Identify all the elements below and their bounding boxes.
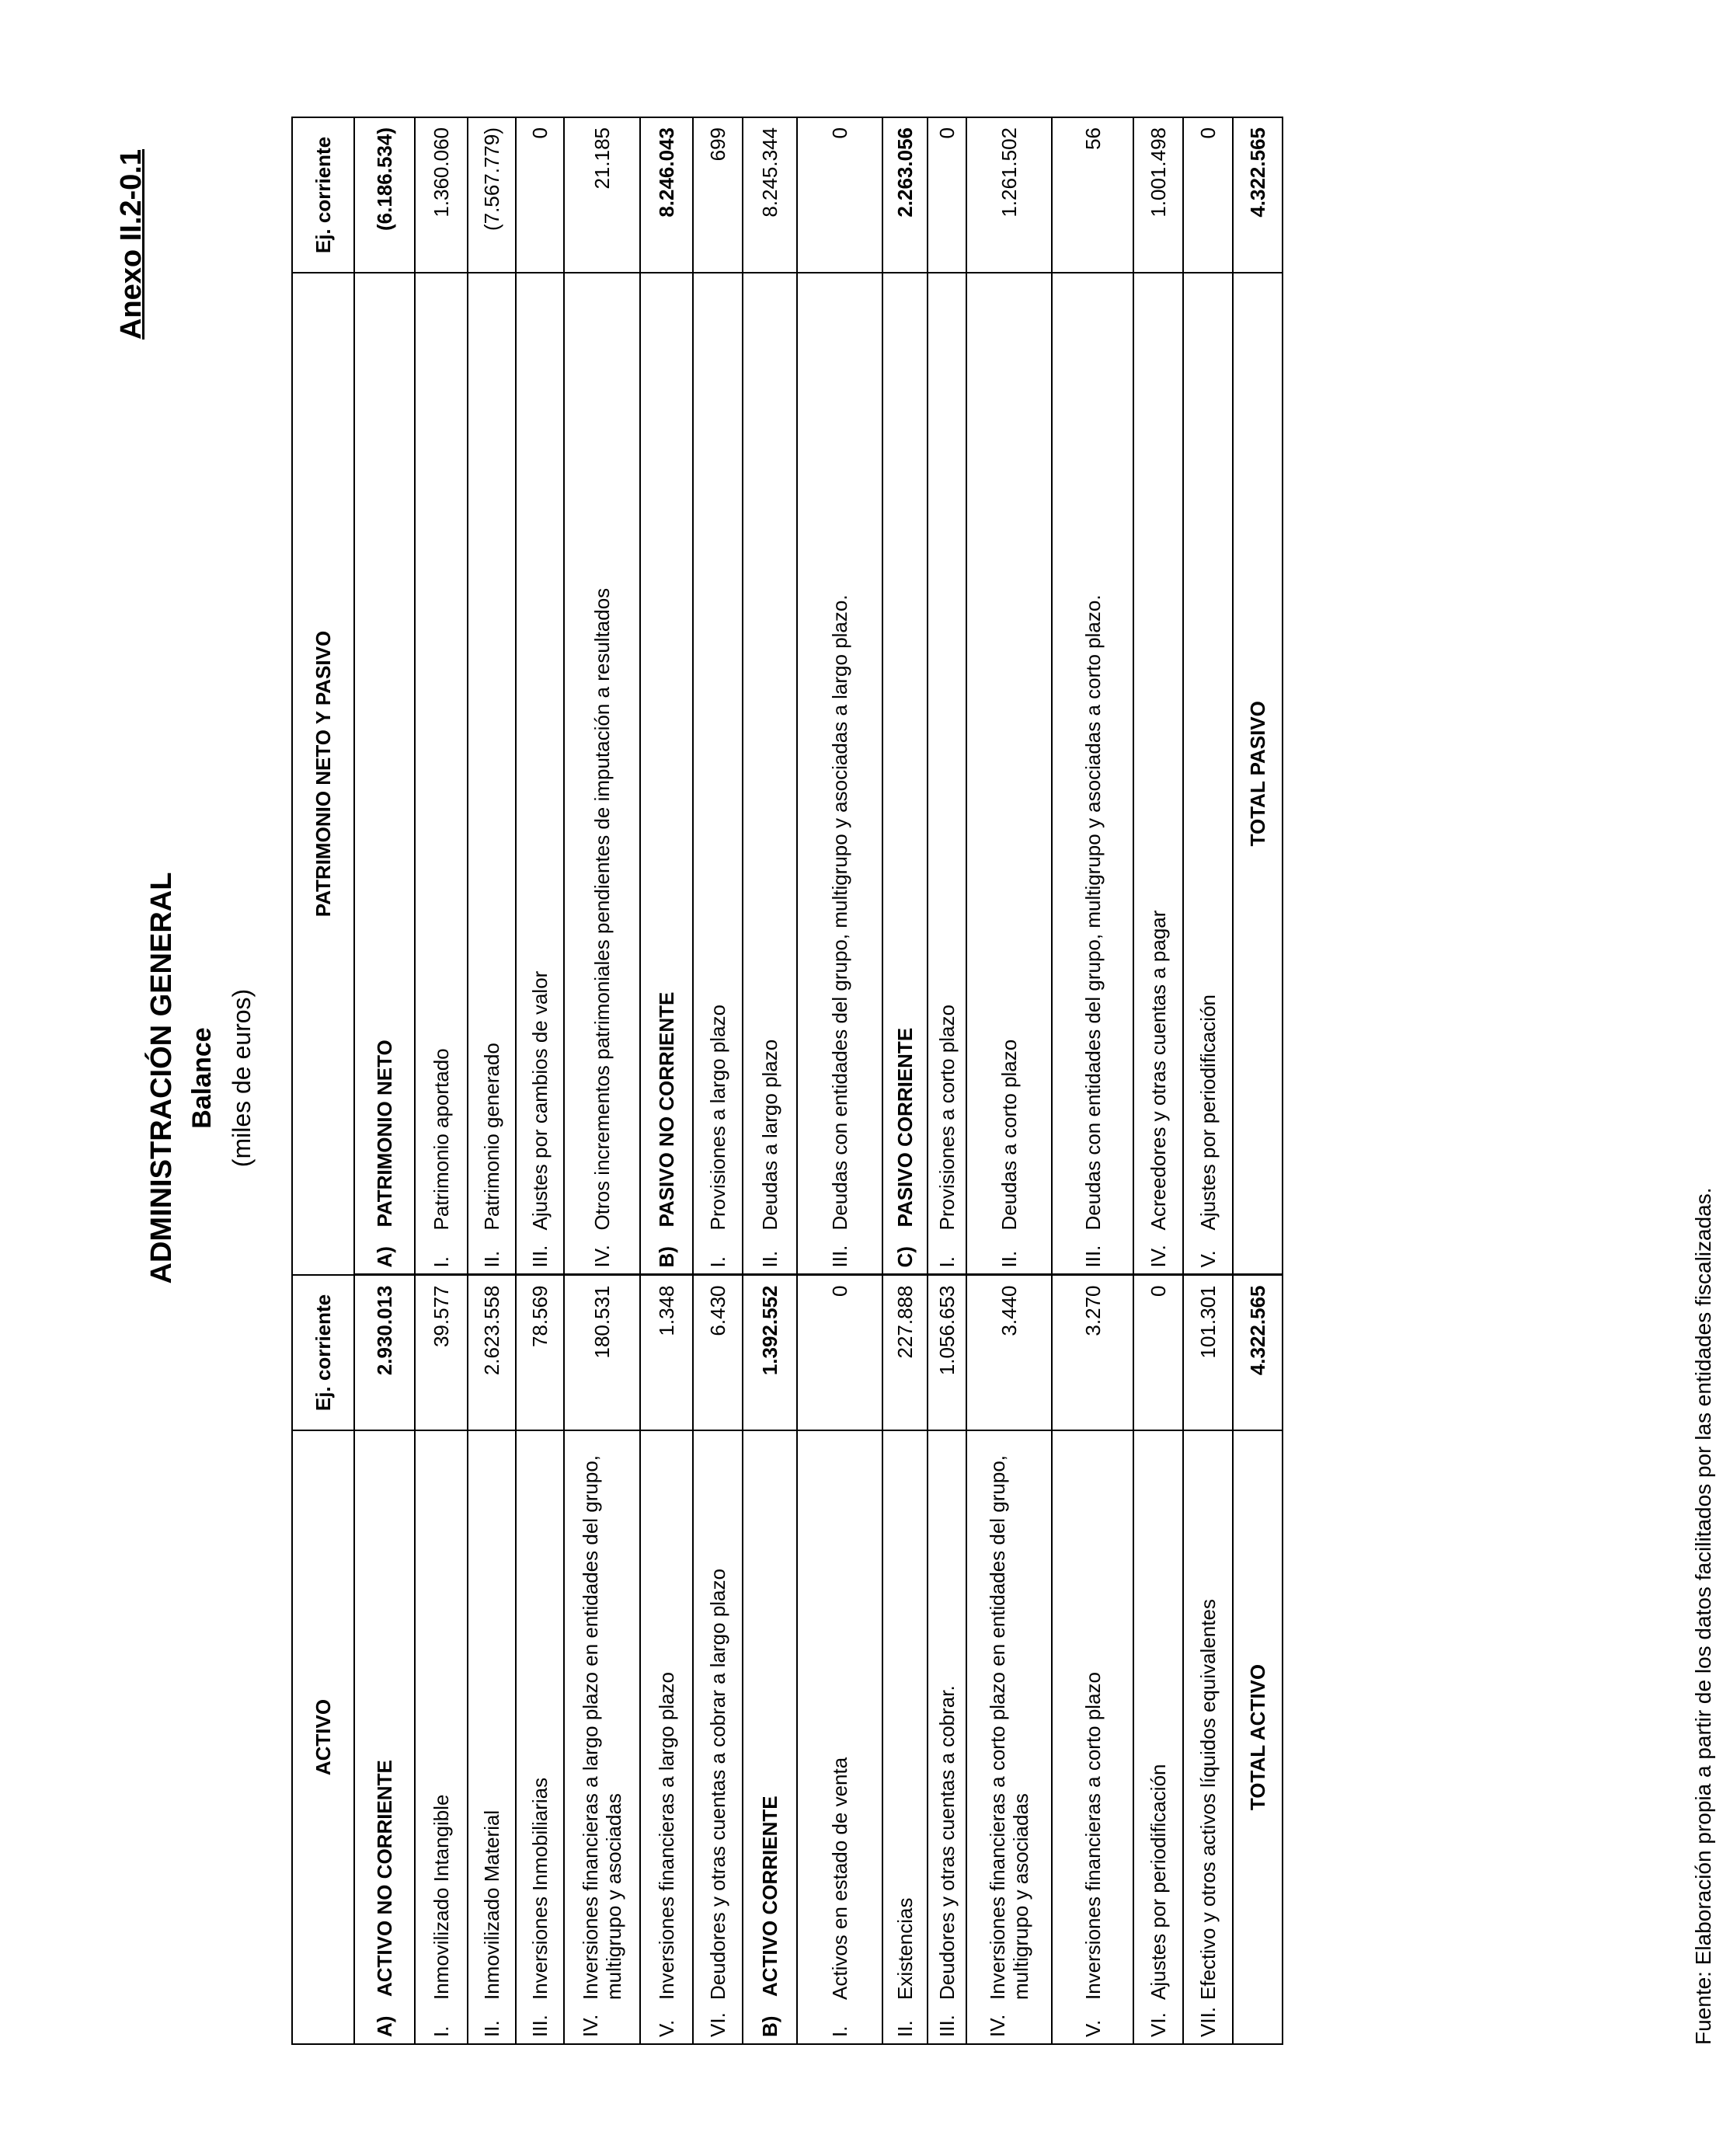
pasivo-label: Otros incrementos patrimoniales pendientes de imputación a resultados [590,587,614,1231]
pasivo-value: 0 [1183,117,1233,273]
pasivo-value: 56 [1052,117,1133,273]
activo-code: IV. [579,2014,602,2037]
table-row [1133,117,1183,2044]
pasivo-value: (7.567.779) [468,117,516,273]
pasivo-label: PASIVO CORRIENTE [893,1027,917,1228]
pasivo-code: I. [706,1256,729,1268]
activo-label: ACTIVO CORRIENTE [758,1796,781,1997]
pasivo-label: Ajustes por cambios de valor [528,970,552,1231]
activo-code: V. [655,2019,678,2037]
pasivo-code: C) [893,1246,917,1268]
table-row [1183,117,1233,2044]
activo-code: IV. [986,2014,1009,2037]
pasivo-code: II. [480,1250,503,1268]
total-pasivo-label: TOTAL PASIVO [1233,273,1283,1275]
pasivo-value: 2.263.056 [882,117,928,273]
table-row [640,117,693,2044]
table-row [966,117,1052,2044]
activo-label: ACTIVO NO CORRIENTE [373,1760,396,1997]
pasivo-label: Deudas con entidades del grupo, multigrupo y asociadas a largo plazo. [828,594,851,1231]
pasivo-code: A) [373,1246,396,1268]
balance-table [291,117,1283,2045]
pasivo-code: IV. [1147,1245,1170,1268]
pasivo-value: (6.186.534) [354,117,415,273]
activo-label: Ajustes por periodificación [1147,1764,1170,2000]
activo-label: Deudores y otras cuentas a cobrar. [935,1685,959,2000]
header-pasivo: PATRIMONIO NETO Y PASIVO [292,273,354,1275]
pasivo-value: 21.185 [564,117,640,273]
activo-code: VI. [706,2012,729,2037]
header-ej-pasivo: Ej. corriente [292,117,354,273]
pasivo-label: Patrimonio generado [480,1043,503,1231]
activo-label: Inversiones financieras a corto plazo en entidades del grupo, multigrupo y asociadas [986,1455,1032,2000]
pasivo-code: III. [1081,1245,1105,1268]
activo-value: 6.430 [693,1275,743,1430]
pasivo-label: Deudas a largo plazo [758,1039,781,1231]
activo-value: 0 [797,1275,882,1430]
activo-code: III. [528,2015,552,2037]
activo-label: Existencias [893,1897,917,2000]
pasivo-value: 0 [797,117,882,273]
activo-value: 39.577 [415,1275,468,1430]
pasivo-code: II. [997,1250,1021,1268]
page-subtitle: Balance [187,1027,217,1129]
units-note: (miles de euros) [228,988,256,1168]
activo-code: VII. [1196,2006,1220,2037]
pasivo-label: Acreedores y otras cuentas a pagar [1147,910,1170,1231]
activo-value: 1.392.552 [743,1275,797,1430]
activo-label: Inmovilizado Material [480,1809,503,2000]
activo-label: Deudores y otras cuentas a cobrar a largo plazo [706,1569,729,2000]
total-activo-label: TOTAL ACTIVO [1233,1430,1283,2044]
activo-value: 180.531 [564,1275,640,1430]
activo-label: Inmovilizado Intangible [430,1794,453,2000]
activo-value: 2.623.558 [468,1275,516,1430]
header-activo: ACTIVO [292,1430,354,2044]
pasivo-code: I. [430,1256,453,1268]
pasivo-label: Provisiones a largo plazo [706,1005,729,1231]
table-row [415,117,468,2044]
page-title: ADMINISTRACIÓN GENERAL [145,872,178,1284]
table-row [516,117,564,2044]
table-row [564,117,640,2044]
table-row [743,117,797,2044]
pasivo-value: 1.001.498 [1133,117,1183,273]
activo-code: V. [1081,2019,1105,2037]
pasivo-code: III. [528,1245,552,1268]
pasivo-code: II. [758,1250,781,1268]
table-row [693,117,743,2044]
pasivo-value: 8.245.344 [743,117,797,273]
pasivo-label: PATRIMONIO NETO [373,1040,396,1228]
header-ej-activo: Ej. corriente [292,1275,354,1430]
pasivo-value: 0 [928,117,966,273]
activo-code: A) [373,2015,396,2037]
pasivo-label: Patrimonio aportado [430,1048,453,1231]
pasivo-label: Deudas a corto plazo [997,1039,1021,1231]
pasivo-value: 0 [516,117,564,273]
pasivo-code: I. [935,1256,959,1268]
activo-label: Inversiones Inmobiliarias [528,1777,552,2000]
pasivo-label: PASIVO NO CORRIENTE [655,991,678,1228]
total-activo-value: 4.322.565 [1233,1275,1283,1430]
total-row [1233,117,1283,2044]
pasivo-code: V. [1196,1250,1220,1268]
pasivo-code: IV. [590,1245,614,1268]
activo-value: 3.440 [966,1275,1052,1430]
table-header-row [292,117,354,2044]
activo-value: 1.056.653 [928,1275,966,1430]
activo-code: II. [893,2020,917,2037]
table-row [1052,117,1133,2044]
activo-code: VI. [1147,2012,1170,2037]
pasivo-code: B) [655,1246,678,1268]
pasivo-label: Ajustes por periodificación [1196,994,1220,1231]
activo-label: Inversiones financieras a corto plazo [1081,1671,1105,2000]
activo-code: B) [758,2015,781,2037]
activo-value: 101.301 [1183,1275,1233,1430]
activo-value: 1.348 [640,1275,693,1430]
activo-value: 3.270 [1052,1275,1133,1430]
activo-value: 0 [1133,1275,1183,1430]
table-row [468,117,516,2044]
pasivo-value: 8.246.043 [640,117,693,273]
activo-code: I. [828,2025,851,2037]
activo-label: Inversiones financieras a largo plazo en entidades del grupo, multigrupo y asociadas [579,1454,625,2000]
pasivo-label: Deudas con entidades del grupo, multigrupo y asociadas a corto plazo. [1081,594,1105,1231]
activo-label: Efectivo y otros activos líquidos equivalentes [1196,1599,1220,2000]
pasivo-code: III. [828,1245,851,1268]
activo-label: Inversiones financieras a largo plazo [655,1671,678,2000]
activo-label: Activos en estado de venta [828,1757,851,2000]
activo-value: 78.569 [516,1275,564,1430]
pasivo-label: Provisiones a corto plazo [935,1005,959,1231]
table-row [882,117,928,2044]
table-row [354,117,415,2044]
activo-value: 227.888 [882,1275,928,1430]
activo-code: I. [430,2025,453,2037]
source-note: Fuente: Elaboración propia a partir de los datos facilitados por las entidades fiscalizadas. [1691,1187,1715,2045]
pasivo-value: 699 [693,117,743,273]
activo-code: II. [480,2020,503,2037]
activo-code: III. [935,2015,959,2037]
pasivo-value: 1.261.502 [966,117,1052,273]
activo-value: 2.930.013 [354,1275,415,1430]
table-row [928,117,966,2044]
pasivo-value: 1.360.060 [415,117,468,273]
annex-label: Anexo II.2-0.1 [115,149,148,340]
table-row [797,117,882,2044]
total-pasivo-value: 4.322.565 [1233,117,1283,273]
